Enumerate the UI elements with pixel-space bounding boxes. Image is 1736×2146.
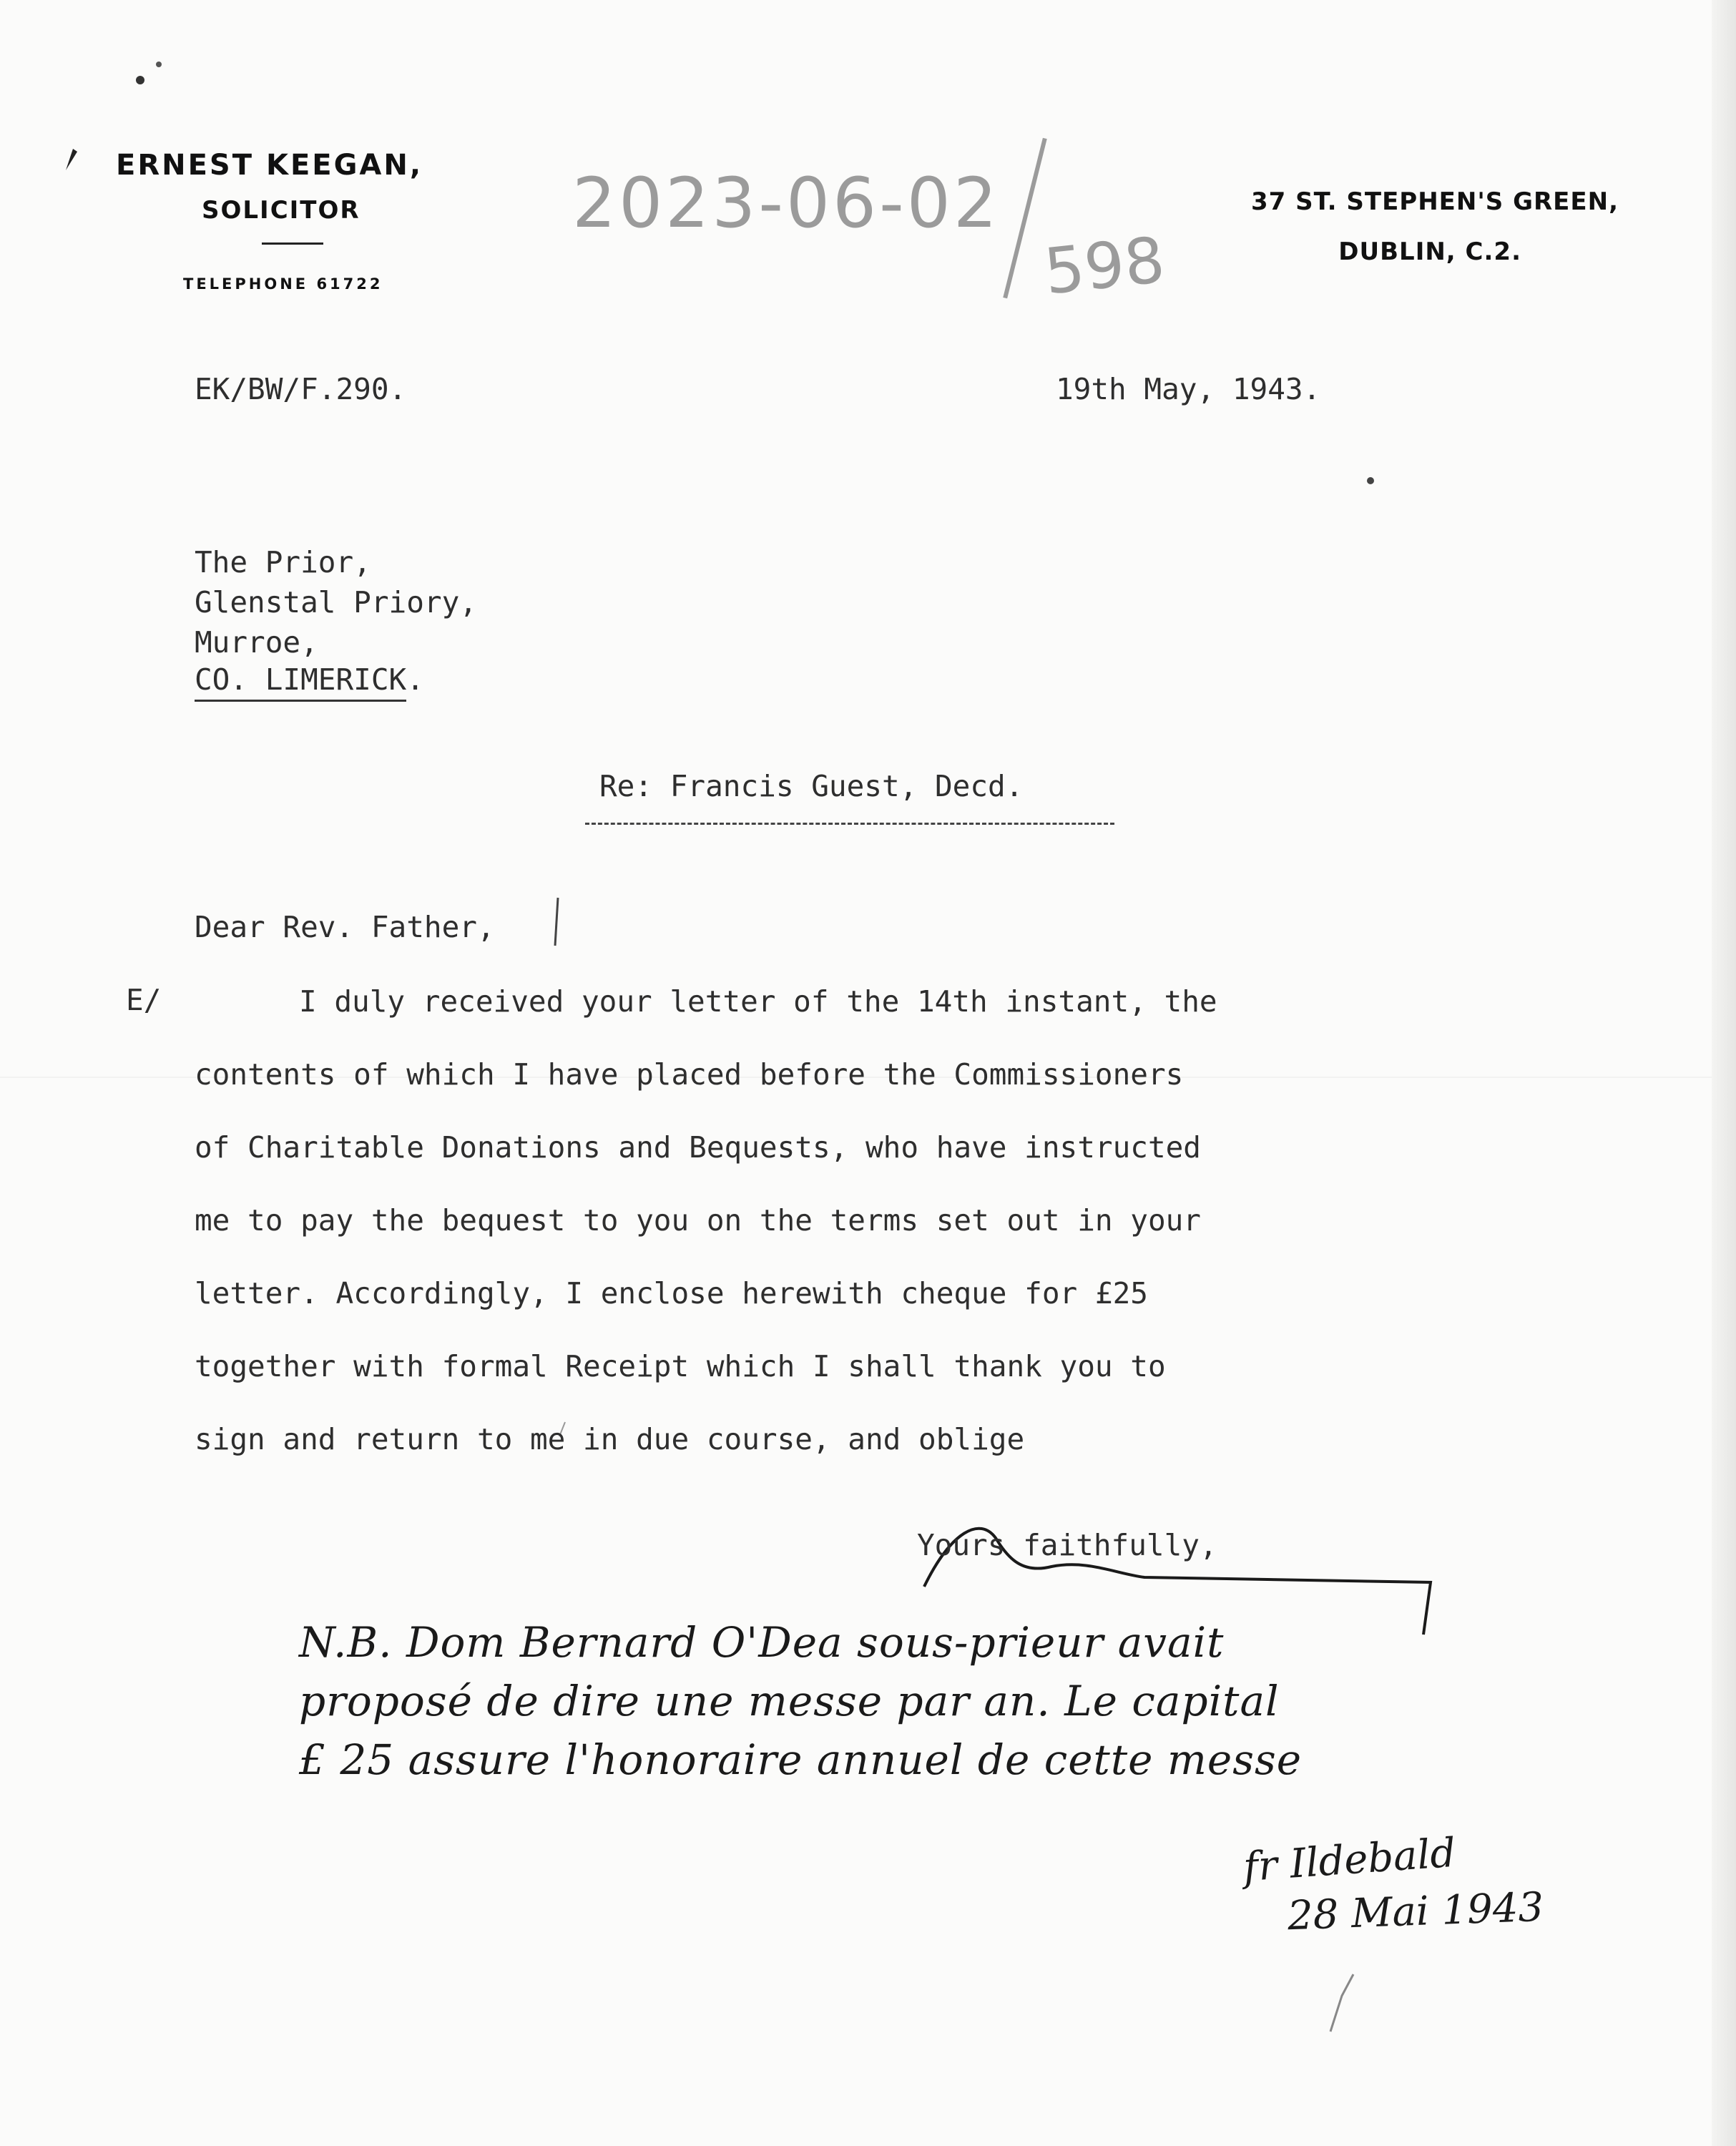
recipient-line3: Murroe,	[195, 625, 318, 660]
body-line3: of Charitable Donations and Bequests, who have instructed	[195, 1130, 1201, 1165]
ink-speck	[156, 62, 162, 67]
reference-number: EK/BW/F.290.	[195, 372, 407, 406]
closing: Yours faithfully,	[917, 1528, 1217, 1562]
recipient-line4	[195, 662, 424, 697]
body-line2: contents of which I have placed before the Commissioners	[195, 1057, 1184, 1092]
note-line1: N.B. Dom Bernard O'Dea sous-prieur avait	[299, 1618, 1225, 1667]
letter-date: 19th May, 1943.	[1056, 372, 1321, 406]
letterhead-rule	[262, 242, 323, 245]
letterhead-telephone: TELEPHONE 61722	[183, 275, 383, 293]
archive-number: 2023-06-02	[572, 163, 1000, 243]
archive-number-suffix: 598	[1041, 222, 1168, 309]
recipient-line1: The Prior,	[195, 545, 371, 579]
ink-speck	[136, 76, 144, 84]
recipient-line2: Glenstal Priory,	[195, 585, 477, 619]
ink-speck	[1367, 477, 1374, 484]
ink-speck	[66, 149, 77, 170]
letterhead-name: ERNEST KEEGAN,	[116, 149, 423, 182]
recipient-county: CO. LIMERICK	[195, 662, 406, 702]
recipient-county-end: .	[406, 662, 424, 697]
body-line1: I duly received your letter of the 14th instant, the	[299, 984, 1217, 1019]
margin-mark: E/	[126, 983, 162, 1017]
pencil-tick	[1330, 1974, 1353, 2032]
body-line5: letter. Accordingly, I enclose herewith cheque for £25	[195, 1276, 1148, 1310]
subject-line: Re: Francis Guest, Decd.	[599, 769, 1024, 803]
subject-dashed-rule	[585, 823, 1114, 825]
letterhead-address-line1: 37 ST. STEPHEN'S GREEN,	[1250, 187, 1619, 216]
note-line3: £ 25 assure l'honoraire annuel de cette messe	[299, 1735, 1303, 1784]
letterhead-title: SOLICITOR	[202, 196, 361, 225]
body-line7: sign and return to me in due course, and oblige	[195, 1422, 1025, 1456]
letterhead-address-line2: DUBLIN, C.2.	[1338, 237, 1521, 266]
body-line6: together with formal Receipt which I shall thank you to	[195, 1349, 1166, 1383]
body-line4: me to pay the bequest to you on the terms set out in your	[195, 1203, 1201, 1238]
note-line2: proposé de dire une messe par an. Le capital	[299, 1677, 1280, 1725]
salutation: Dear Rev. Father,	[195, 910, 495, 944]
note-signature: fr Ildebald	[1242, 1829, 1458, 1891]
salutation-bracket	[555, 898, 558, 946]
note-date: 28 Mai 1943	[1286, 1883, 1545, 1940]
